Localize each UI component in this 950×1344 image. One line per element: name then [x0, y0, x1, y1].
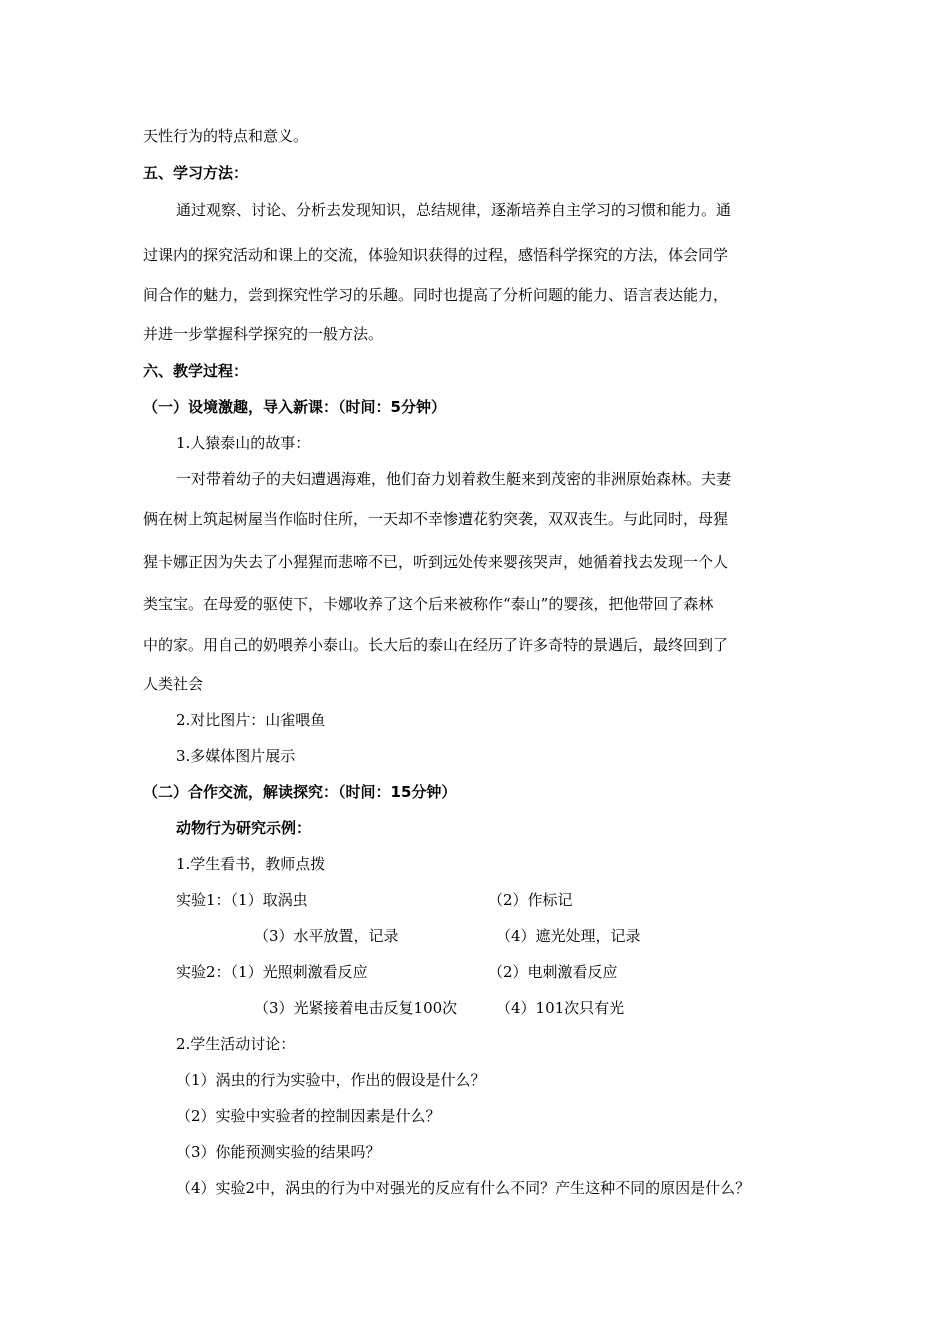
story-line: 猩卡娜正因为失去了小猩猩而悲啼不已，听到远处传来婴孩哭声，她循着找去发现一个人 — [143, 553, 729, 571]
experiment-2-step: （4）101次只有光 — [496, 999, 625, 1017]
story-line: 一对带着幼子的夫妇遭遇海难，他们奋力划着救生艇来到茂密的非洲原始森林。夫妻 — [176, 470, 732, 488]
experiment-1-step: 实验1：（1）取涡虫 — [176, 891, 308, 909]
question-item: （2）实验中实验者的控制因素是什么？ — [176, 1107, 441, 1125]
experiment-2-step: 实验2：（1）光照刺激看反应 — [176, 963, 368, 981]
question-item: （1）涡虫的行为实验中，作出的假设是什么？ — [176, 1071, 486, 1089]
section-heading-teaching-process: 六、教学过程： — [143, 362, 249, 380]
experiment-2-step: （2）电刺激看反应 — [488, 963, 618, 981]
subsection-heading-1: （一）设境激趣，导入新课：（时间：5分钟） — [143, 398, 446, 416]
paragraph-line: 过课内的探究活动和课上的交流，体验知识获得的过程，感悟科学探究的方法，体会同学 — [143, 246, 729, 264]
list-item: 1.人猿泰山的故事： — [176, 434, 311, 452]
experiment-2-step: （3）光紧接着电击反复100次 — [254, 999, 458, 1017]
experiment-1-step: （2）作标记 — [488, 891, 573, 909]
story-line: 类宝宝。在母爱的驱使下，卡娜收养了这个后来被称作“泰山”的婴孩，把他带回了森林 — [143, 595, 714, 613]
paragraph-line: 间合作的魅力，尝到探究性学习的乐趣。同时也提高了分析问题的能力、语言表达能力， — [143, 286, 729, 304]
section-heading-learning-method: 五、学习方法： — [143, 164, 249, 182]
list-item: 3.多媒体图片展示 — [176, 747, 296, 765]
story-line: 人类社会 — [143, 675, 204, 693]
story-line: 俩在树上筑起树屋当作临时住所，一天却不幸惨遭花豹突袭，双双丧生。与此同时，母猩 — [143, 510, 729, 528]
text-line: 天性行为的特点和意义。 — [143, 127, 309, 145]
story-line: 中的家。用自己的奶喂养小泰山。长大后的泰山在经历了许多奇特的景遇后，最终回到了 — [143, 636, 729, 654]
question-item: （4）实验2中，涡虫的行为中对强光的反应有什么不同？产生这种不同的原因是什么？ — [176, 1179, 751, 1197]
question-item: （3）你能预测实验的结果吗？ — [176, 1143, 381, 1161]
experiment-1-step: （3）水平放置，记录 — [254, 927, 399, 945]
example-title: 动物行为研究示例： — [176, 819, 312, 837]
experiment-1-step: （4）遮光处理，记录 — [496, 927, 641, 945]
paragraph-line: 并进一步掌握科学探究的一般方法。 — [143, 325, 384, 343]
list-item: 2.学生活动讨论： — [176, 1035, 296, 1053]
subsection-heading-2: （二）合作交流，解读探究：（时间：15分钟） — [143, 783, 457, 801]
paragraph-line: 通过观察、讨论、分析去发现知识，总结规律，逐渐培养自主学习的习惯和能力。通 — [176, 201, 732, 219]
list-item: 1.学生看书，教师点拨 — [176, 855, 326, 873]
list-item: 2.对比图片：山雀喂鱼 — [176, 711, 326, 729]
